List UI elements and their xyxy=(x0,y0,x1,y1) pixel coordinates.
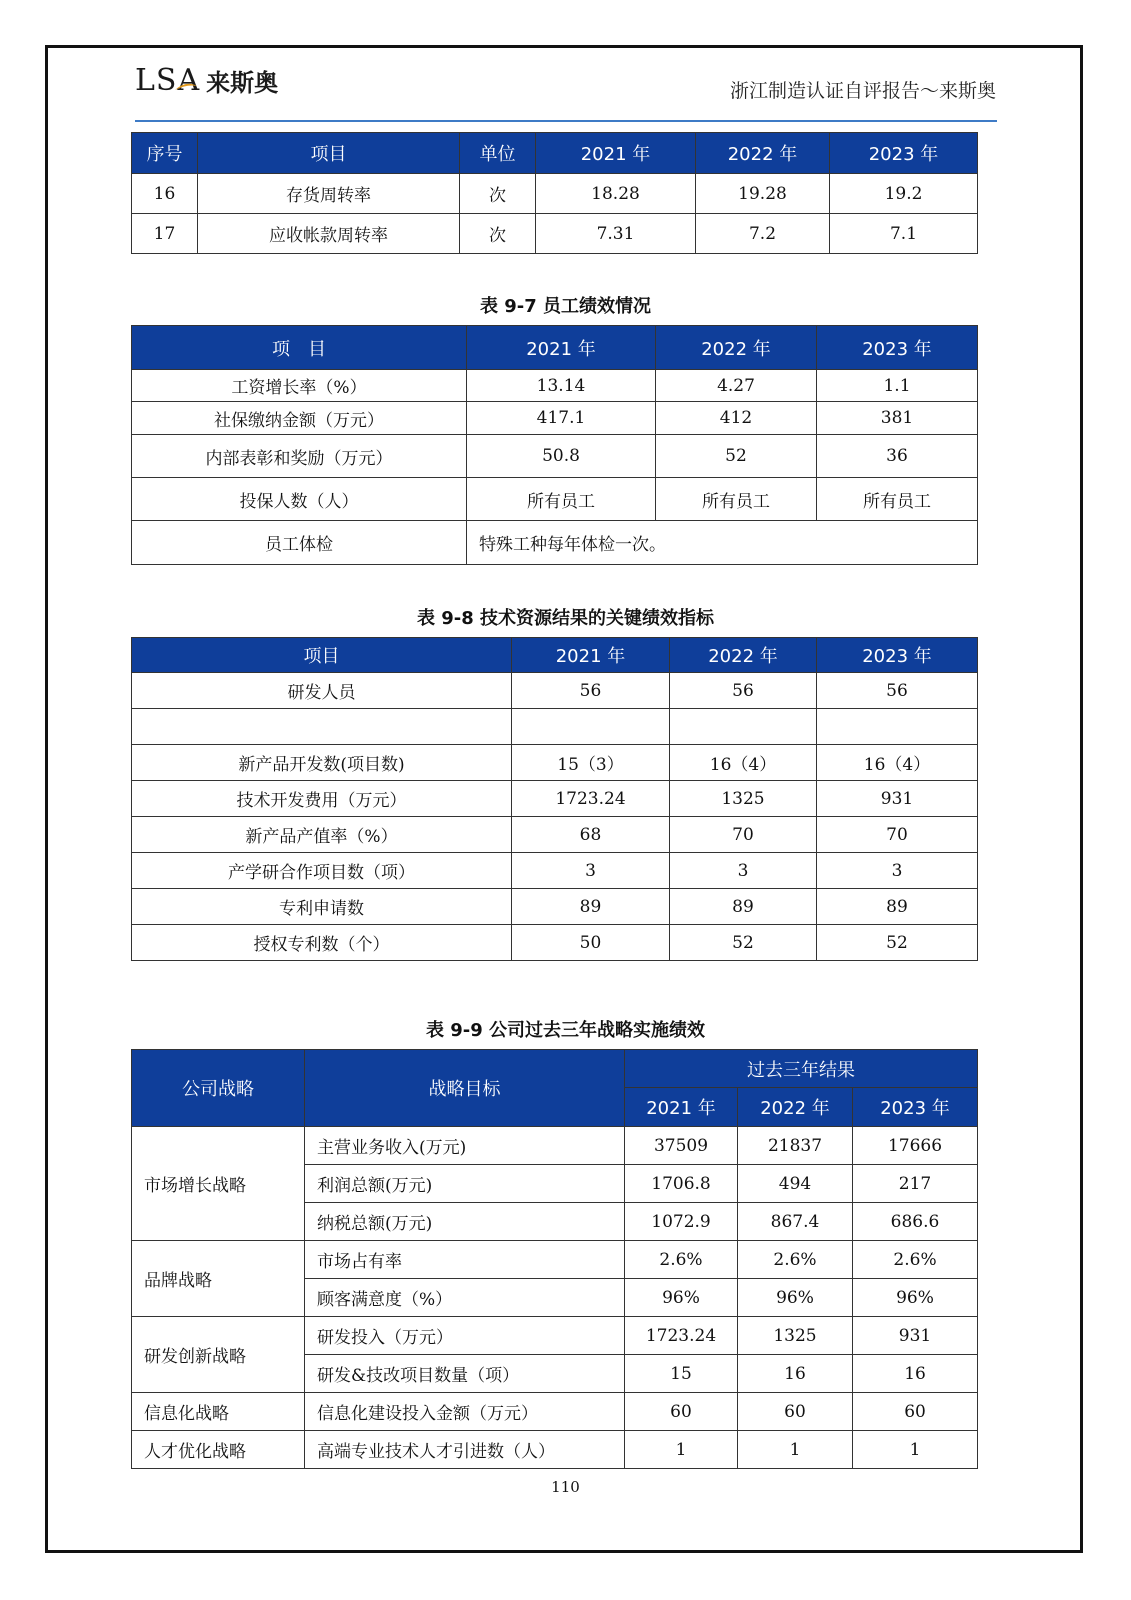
strategy-cell: 市场增长战略 xyxy=(132,1127,305,1241)
table-cell: 员工体检 xyxy=(132,521,467,565)
table-cell: 412 xyxy=(656,402,817,435)
result-cell: 21837 xyxy=(738,1127,853,1165)
table-cell: 所有员工 xyxy=(656,478,817,521)
result-cell: 96% xyxy=(738,1279,853,1317)
strategy-cell: 信息化战略 xyxy=(132,1393,305,1431)
strategy-cell: 研发创新战略 xyxy=(132,1317,305,1393)
table-cell: 52 xyxy=(817,925,978,961)
year-header: 2022 年 xyxy=(738,1088,853,1127)
column-header: 2023 年 xyxy=(817,326,978,370)
result-cell: 17666 xyxy=(853,1127,978,1165)
goal-cell: 研发投入（万元） xyxy=(305,1317,625,1355)
result-cell: 15 xyxy=(625,1355,738,1393)
column-header: 2022 年 xyxy=(670,638,817,673)
table-cell xyxy=(512,709,670,745)
goal-cell: 高端专业技术人才引进数（人） xyxy=(305,1431,625,1469)
table-row xyxy=(132,402,978,435)
strategy-cell: 人才优化战略 xyxy=(132,1431,305,1469)
logo-chinese-name: 来斯奥 xyxy=(206,68,279,97)
table-cell: 19.2 xyxy=(830,174,978,214)
result-cell: 1 xyxy=(625,1431,738,1469)
table-row xyxy=(132,478,978,521)
table-cell: 3 xyxy=(512,853,670,889)
column-header: 项目 xyxy=(132,638,512,673)
table-row xyxy=(132,853,978,889)
result-cell: 1706.8 xyxy=(625,1165,738,1203)
table-row xyxy=(132,817,978,853)
turnover-table xyxy=(131,132,978,254)
company-logo xyxy=(135,60,278,100)
table-cell: 新产品产值率（%） xyxy=(132,817,512,853)
table-row xyxy=(132,1393,978,1431)
table-cell: 50 xyxy=(512,925,670,961)
table-cell: 931 xyxy=(817,781,978,817)
table-cell: 89 xyxy=(670,889,817,925)
table-cell: 19.28 xyxy=(696,174,830,214)
table-cell: 56 xyxy=(512,673,670,709)
tech-resource-kpi-table xyxy=(131,637,978,961)
result-cell: 60 xyxy=(738,1393,853,1431)
table-cell: 68 xyxy=(512,817,670,853)
goal-cell: 主营业务收入(万元) xyxy=(305,1127,625,1165)
table-row xyxy=(132,889,978,925)
table-cell: 工资增长率（%） xyxy=(132,370,467,402)
table-row xyxy=(132,214,978,254)
table-cell: 所有员工 xyxy=(817,478,978,521)
table-cell xyxy=(132,709,512,745)
result-cell: 686.6 xyxy=(853,1203,978,1241)
strategy-performance-table xyxy=(131,1049,978,1469)
result-cell: 2.6% xyxy=(738,1241,853,1279)
column-header: 2021 年 xyxy=(512,638,670,673)
table-row xyxy=(132,781,978,817)
table-row xyxy=(132,745,978,781)
logo-swoosh-icon xyxy=(175,82,197,92)
table-cell: 3 xyxy=(817,853,978,889)
table-cell: 所有员工 xyxy=(467,478,656,521)
table-cell: 16 xyxy=(132,174,198,214)
table-cell: 专利申请数 xyxy=(132,889,512,925)
result-cell: 60 xyxy=(853,1393,978,1431)
table-row xyxy=(132,709,978,745)
table-cell: 次 xyxy=(460,214,536,254)
column-header: 2022 年 xyxy=(696,133,830,174)
result-cell: 494 xyxy=(738,1165,853,1203)
result-cell: 1325 xyxy=(738,1317,853,1355)
goal-cell: 市场占有率 xyxy=(305,1241,625,1279)
table-9-8-caption: 表 9-8 技术资源结果的关键绩效指标 xyxy=(416,608,715,629)
table-cell xyxy=(670,709,817,745)
table-row xyxy=(132,370,978,402)
column-header: 2021 年 xyxy=(467,326,656,370)
table-row xyxy=(132,1431,978,1469)
table-cell: 16（4） xyxy=(670,745,817,781)
table-cell: 4.27 xyxy=(656,370,817,402)
table-row xyxy=(132,521,978,565)
column-header: 2023 年 xyxy=(830,133,978,174)
result-cell: 16 xyxy=(853,1355,978,1393)
table-cell: 7.2 xyxy=(696,214,830,254)
goal-cell: 顾客满意度（%） xyxy=(305,1279,625,1317)
table-cell: 17 xyxy=(132,214,198,254)
report-title: 浙江制造认证自评报告～来斯奥 xyxy=(729,80,996,102)
table-cell: 56 xyxy=(817,673,978,709)
table-cell: 研发人员 xyxy=(132,673,512,709)
column-header: 单位 xyxy=(460,133,536,174)
result-cell: 2.6% xyxy=(625,1241,738,1279)
table-cell: 13.14 xyxy=(467,370,656,402)
result-cell: 1 xyxy=(738,1431,853,1469)
table-9-9-caption: 表 9-9 公司过去三年战略实施绩效 xyxy=(425,1020,706,1041)
table-cell: 18.28 xyxy=(536,174,696,214)
table-row xyxy=(132,1241,978,1279)
column-header: 2022 年 xyxy=(656,326,817,370)
result-cell: 60 xyxy=(625,1393,738,1431)
table-row xyxy=(132,435,978,478)
result-cell: 1723.24 xyxy=(625,1317,738,1355)
goal-cell: 利润总额(万元) xyxy=(305,1165,625,1203)
result-cell: 217 xyxy=(853,1165,978,1203)
table-row xyxy=(132,174,978,214)
table-cell: 417.1 xyxy=(467,402,656,435)
column-header: 项目 xyxy=(198,133,460,174)
table-cell: 1723.24 xyxy=(512,781,670,817)
table-cell: 16（4） xyxy=(817,745,978,781)
result-cell: 16 xyxy=(738,1355,853,1393)
goal-cell: 信息化建设投入金额（万元） xyxy=(305,1393,625,1431)
table-cell: 70 xyxy=(670,817,817,853)
header-strategy: 公司战略 xyxy=(132,1050,305,1127)
header-goal: 战略目标 xyxy=(305,1050,625,1127)
goal-cell: 研发&技改项目数量（项） xyxy=(305,1355,625,1393)
result-cell: 96% xyxy=(625,1279,738,1317)
table-cell: 授权专利数（个） xyxy=(132,925,512,961)
table-cell: 56 xyxy=(670,673,817,709)
table-cell: 存货周转率 xyxy=(198,174,460,214)
result-cell: 1072.9 xyxy=(625,1203,738,1241)
table-row xyxy=(132,1127,978,1165)
table-cell: 52 xyxy=(656,435,817,478)
table-cell: 次 xyxy=(460,174,536,214)
header-divider xyxy=(135,120,997,122)
column-header: 项 目 xyxy=(132,326,467,370)
table-cell: 89 xyxy=(512,889,670,925)
employee-performance-table xyxy=(131,325,978,565)
logo-lsa-text: LSA xyxy=(135,62,201,98)
result-cell: 2.6% xyxy=(853,1241,978,1279)
table-cell: 1.1 xyxy=(817,370,978,402)
table-cell: 52 xyxy=(670,925,817,961)
table-cell: 7.1 xyxy=(830,214,978,254)
table-cell: 381 xyxy=(817,402,978,435)
column-header: 序号 xyxy=(132,133,198,174)
table-9-7-caption: 表 9-7 员工绩效情况 xyxy=(479,296,652,317)
table-cell: 产学研合作项目数（项） xyxy=(132,853,512,889)
result-cell: 1 xyxy=(853,1431,978,1469)
header-results: 过去三年结果 xyxy=(625,1050,978,1088)
table-cell: 15（3） xyxy=(512,745,670,781)
column-header: 2023 年 xyxy=(817,638,978,673)
table-cell: 3 xyxy=(670,853,817,889)
goal-cell: 纳税总额(万元) xyxy=(305,1203,625,1241)
table-cell: 1325 xyxy=(670,781,817,817)
table-row xyxy=(132,673,978,709)
page-number: 110 xyxy=(551,1478,580,1496)
table-cell: 70 xyxy=(817,817,978,853)
table-cell: 内部表彰和奖励（万元） xyxy=(132,435,467,478)
result-cell: 96% xyxy=(853,1279,978,1317)
table-cell: 7.31 xyxy=(536,214,696,254)
year-header: 2023 年 xyxy=(853,1088,978,1127)
table-cell: 特殊工种每年体检一次。 xyxy=(467,521,978,565)
table-cell: 36 xyxy=(817,435,978,478)
table-cell xyxy=(817,709,978,745)
table-cell: 技术开发费用（万元） xyxy=(132,781,512,817)
table-cell: 89 xyxy=(817,889,978,925)
table-row xyxy=(132,925,978,961)
year-header: 2021 年 xyxy=(625,1088,738,1127)
table-cell: 社保缴纳金额（万元） xyxy=(132,402,467,435)
strategy-cell: 品牌战略 xyxy=(132,1241,305,1317)
table-row xyxy=(132,1317,978,1355)
table-cell: 投保人数（人） xyxy=(132,478,467,521)
table-cell: 50.8 xyxy=(467,435,656,478)
table-cell: 新产品开发数(项目数) xyxy=(132,745,512,781)
table-cell: 应收帐款周转率 xyxy=(198,214,460,254)
result-cell: 931 xyxy=(853,1317,978,1355)
result-cell: 867.4 xyxy=(738,1203,853,1241)
column-header: 2021 年 xyxy=(536,133,696,174)
result-cell: 37509 xyxy=(625,1127,738,1165)
